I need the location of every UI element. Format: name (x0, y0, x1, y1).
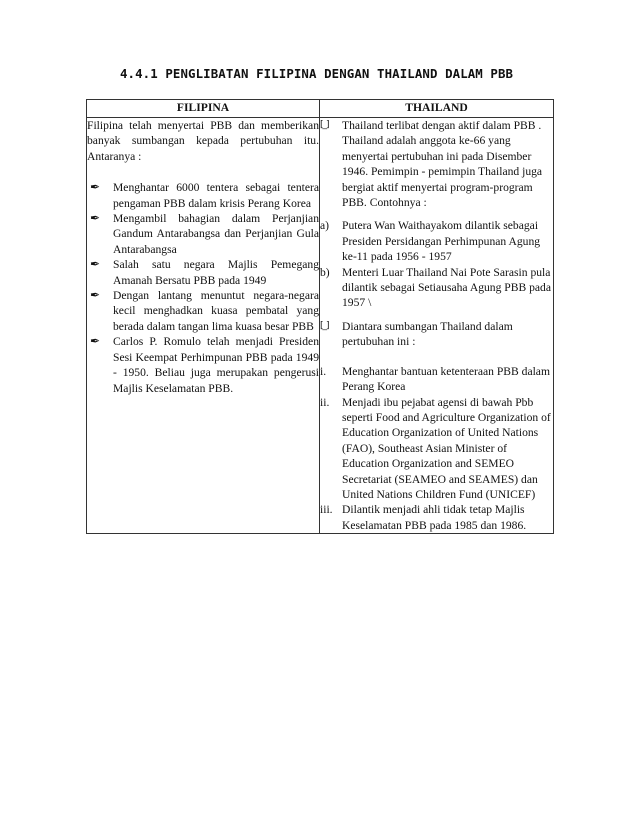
thailand-item-a (320, 218, 553, 264)
pen-nib-icon: ✒ (90, 334, 101, 349)
pen-nib-icon: ✒ (90, 180, 101, 195)
list-item-text: Mengambil bahagian dalam Perjanjian Gandum Antarabangsa dan Perjanjian Gula Antarabangsa (113, 212, 319, 256)
list-item-text: Salah satu negara Majlis Pemegang Amanah Bersatu PBB pada 1949 (113, 258, 319, 287)
thailand-item-b (320, 265, 553, 311)
list-item (87, 257, 319, 288)
thailand-item-ii (320, 395, 553, 503)
item-text: Menteri Luar Thailand Nai Pote Sarasin pula dilantik sebagai Setiausaha Agung PBB pada 1957 \ (342, 265, 551, 310)
list-item (87, 334, 319, 396)
thailand-item-iii (320, 502, 553, 533)
pen-nib-icon: ✒ (90, 211, 101, 226)
item-marker: b) (320, 265, 330, 279)
list-item (87, 211, 319, 257)
table-header-row (87, 100, 554, 118)
box-marker: [_] (320, 120, 329, 130)
item-text: Menjadi ibu pejabat agensi di bawah Pbb seperti Food and Agriculture Organization of Education Organization of United Nations (FAO), Southeast Asian Minister of Education Organization and SEMEO Secretariat (SEAMEO and SEAMES) dan United Nations Children Fund (UNICEF) (342, 395, 551, 501)
box-marker: [_] (320, 320, 329, 331)
section-title: 4.4.1 PENGLIBATAN FILIPINA DENGAN THAILAND DALAM PBB (120, 66, 514, 81)
thailand-item-i (320, 364, 553, 395)
item-marker: ii. (320, 395, 330, 409)
thailand-cell (320, 118, 554, 534)
item-marker: i. (320, 364, 327, 378)
filipina-bullet-list (87, 180, 319, 396)
filipina-cell (87, 118, 320, 534)
thailand-para-2 (320, 319, 553, 350)
list-item-text: Carlos P. Romulo telah menjadi Presiden Sesi Keempat Perhimpunan PBB pada 1949 - 1950. Beliau juga merupakan pengerusi Majlis Keselamatan PBB. (113, 335, 319, 395)
item-text: Menghantar bantuan ketenteraan PBB dalam Perang Korea (342, 364, 550, 394)
thailand-para-1-text: Thailand terlibat dengan aktif dalam PBB . Thailand adalah anggota ke-66 yang menyertai pertubuhan ini pada Disember 1946. Pemimpin - pemimpin Thailand juga bergiat aktif menyertai program-program PBB. Contohnya : (342, 119, 543, 210)
pen-nib-icon: ✒ (90, 257, 101, 272)
header-thailand: THAILAND (320, 100, 554, 118)
list-item-text: Menghantar 6000 tentera sebagai tentera pengaman PBB dalam krisis Perang Korea (113, 181, 319, 210)
comparison-table (86, 99, 554, 534)
item-text: Dilantik menjadi ahli tidak tetap Majlis Keselamatan PBB pada 1985 dan 1986. (342, 503, 527, 532)
list-item (87, 288, 319, 334)
list-item-text: Dengan lantang menuntut negara-negara kecil menghadkan kuasa pembatal yang berada dalam tangan lima kuasa besar PBB (113, 289, 319, 333)
filipina-intro: Filipina telah menyertai PBB dan memberikan banyak sumbangan kepada pertubuhan itu. Antaranya : (87, 119, 319, 163)
item-marker: a) (320, 219, 330, 233)
item-text: Putera Wan Waithayakom dilantik sebagai Presiden Persidangan Perhimpunan Agung ke-11 pada 1956 - 1957 (342, 219, 541, 264)
list-item (87, 180, 319, 211)
header-filipina: FILIPINA (87, 100, 320, 118)
thailand-para-1 (320, 118, 553, 210)
item-marker: iii. (320, 503, 333, 517)
table-body-row (87, 118, 554, 534)
thailand-para-2-text: Diantara sumbangan Thailand dalam pertubuhan ini : (342, 319, 513, 349)
pen-nib-icon: ✒ (90, 288, 101, 303)
